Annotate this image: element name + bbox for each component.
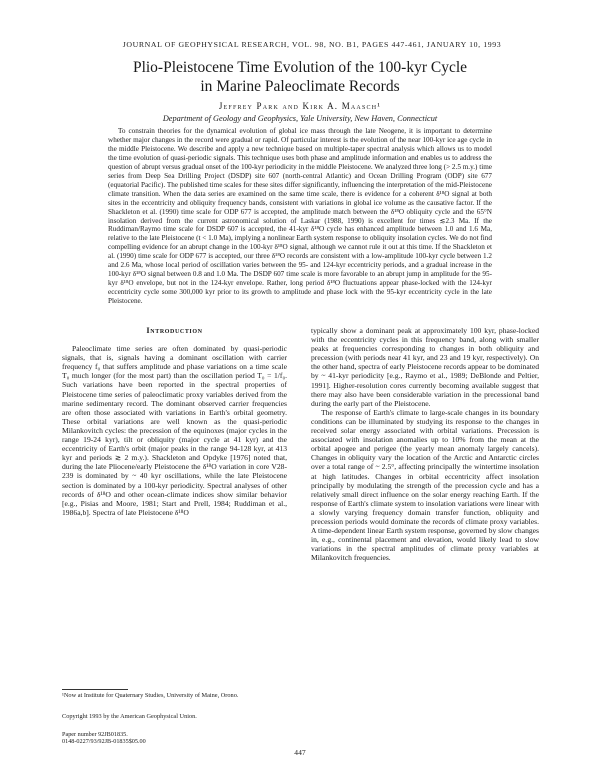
affiliation: Department of Geology and Geophysics, Yale University, New Haven, Connecticut bbox=[162, 114, 438, 123]
title-line-1: Plio-Pleistocene Time Evolution of the 100-kyr Cycle bbox=[132, 59, 468, 76]
issn-code: 0148-0227/93/92JB-01835$05.00 bbox=[62, 738, 146, 746]
left-column bbox=[62, 326, 287, 517]
copyright-notice: Copyright 1993 by the American Geophysical Union. bbox=[62, 713, 197, 720]
page-number: 447 bbox=[294, 748, 306, 757]
right-paragraph-2: The response of Earth's climate to large-scale changes in its boundary conditions can be illuminated by studying its response to the changes in received solar energy associated with orbital variations. Precession is associated with insolation anomalies up to 10% from the mean at the orbital apogee and perigee (the yearly mean anomaly largely cancels). Changes in obliquity vary the location of the Arctic and Antarctic circles over a total range of ~ 2.5°, affecting principally the wintertime insolation at high latitudes. Changes in orbital eccentricity affect insolation principally by modulating the strength of the precession cycle and has a relatively small direct influence on the solar energy reaching Earth. If the response of Earth's climate system to insolation variations were linear with a slowly varying frequency domain transfer function, obliquity and precession periods would dominate the records of climate proxy variables. A time-dependent linear Earth system response, governed by slow changes in, e.g., continental placement and elevation, would likely lead to slow variations in the spectral amplitudes of climate proxy variables at Milankovitch frequencies. bbox=[311, 407, 539, 563]
footnote: ¹Now at Institute for Quaternary Studies, University of Maine, Orono. bbox=[62, 692, 239, 699]
footnote-rule bbox=[62, 689, 128, 690]
title-line-2: in Marine Paleoclimate Records bbox=[200, 78, 400, 95]
right-column bbox=[311, 326, 539, 562]
authors: Jeffrey Park and Kirk A. Maasch¹ bbox=[218, 101, 382, 111]
article-title bbox=[80, 58, 520, 96]
left-paragraph-1: Paleoclimate time series are often dominated by quasi-periodic signals, that is, signals having a dominant oscillation with carrier frequency f₀ that suffers amplitude and phase variations on a time scale T₀ much longer (for the most part) than the oscillation period T₀ = 1/f₀. Such variations have been reported in the spectral properties of Pleistocene time series of paleoclimatic proxy variables derived from the marine sedimentary record. The dominant observed carrier frequencies are often those associated with variations in Earth's orbital geometry. These orbital variations are well known as the quasi-periodic Milankovitch cycles: the precession of the equinoxes (major cycles in the range 19-24 kyr), tilt or obliquity (major cycle at 41 kyr) and the eccentricity of Earth's orbit (major peaks in the range 94-128 kyr, at 413 kyr and periods ≳ 2 m.y.). Shackleton and Opdyke [1976] noted that, during the late Pliocene/early Pleistocene the δ¹⁸O variation in core V28-239 is dominated by ~ 40 kyr oscillations, while the late Pleistocene section is dominated by a 100-kyr periodicity. Spectral analyses of other records of δ¹⁸O and other ocean-climate indices show similar behavior [e.g., Pisias and Moore, 1981; Start and Prell, 1984; Ruddiman et al., 1986a,b]. Spectra of late Pleistocene δ¹⁸O bbox=[62, 344, 287, 517]
running-head: JOURNAL OF GEOPHYSICAL RESEARCH, VOL. 98, NO. B1, PAGES 447-461, JANUARY 10, 1993 bbox=[122, 40, 502, 49]
paper-identifiers bbox=[62, 731, 287, 745]
abstract: To constrain theories for the dynamical evolution of global ice mass through the late Neogene, it is important to determine whether major changes in the record were gradual or rapid. Of particular interest is the evolution of the near 100-kyr ice age cycle in the middle Pleistocene. We describe and apply a new technique based on multiple-taper spectral analysis which allows us to model the time evolution of quasi-periodic signals. This technique uses both phase and amplitude information and enables us to address the question of abrupt versus gradual onset of the 100-kyr periodicity in the middle Pleistocene. We analyzed three long (> 2.5 m.y.) time series from Deep Sea Drilling Project (DSDP) site 607 (north-central Atlantic) and Ocean Drilling Program (ODP) site 677 (equatorial Pacific). The published time scales for these sites differ significantly, influencing the interpretation of the mid-Pleistocene climate transition. When the data series are examined on the same time scale, there is evidence for a coherent δ¹⁸O signal at both sites in the eccentricity and obliquity frequency bands, consistent with variations in global ice volume as the causative factor. If the Shackleton et al. (1990) time scale for ODP 677 is accepted, the amplitude match between the δ¹⁸O obliquity cycle and the 65°N insolation derived from the current astronomical solution of Laskar (1988, 1990) is excellent for times ≲2.3 Ma. If the Ruddiman/Raymo time scale for DSDP 607 is accepted, the 41-kyr δ¹⁸O cycle has enhanced amplitude between 1.0 and 1.6 Ma, relative to the late Pleistocene (t < 1.0 Ma), implying a nonlinear Earth system response to obliquity insolation cycles. We do not find compelling evidence for an abrupt change in the 100-kyr δ¹⁸O signal, although we cannot rule it out at this time. If the Shackleton et al. (1990) time scale for ODP 677 is accepted, our three δ¹⁸O records are consistent with a low-amplitude 100-kyr cycle between 1.2 and 2.6 Ma, whose local period of oscillation varies between the 95- and 124-kyr eccentricity periods, and a gradual increase in the 100-kyr δ¹⁸O signal between 0.8 and 1.0 Ma. The DSDP 607 time scale is more favorable to an abrupt jump in amplitude for the 95-kyr δ¹⁸O envelope, but not in the 124-kyr envelope. Rather, long period δ¹⁸O fluctuations appear phase-locked with the 124-kyr eccentricity cycle some 300,000 kyr prior to its growth to amplitude and phase lock with the 95-kyr eccentricity cycle in the late Pleistocene. bbox=[108, 127, 492, 306]
section-heading-introduction: Introduction bbox=[146, 326, 203, 335]
right-paragraph-1: typically show a dominant peak at approximately 100 kyr, phase-locked with the eccentricity cycles in this frequency band, along with smaller peaks at frequencies corresponding to changes in both obliquity and precession (with periods near 41 kyr, and 23 and 19 kyr, respectively). On the other hand, spectra of early Pleistocene records appear to be dominated by ~ 41-kyr periodicity [e.g., Raymo et al., 1989; DeBlonde and Peltier, 1991]. Higher-resolution cores currently becoming available suggest that there may also have been considerable variation in the precessional band during the early part of the Pleistocene. bbox=[311, 326, 539, 408]
paper-number: Paper number 92JB01835. bbox=[62, 731, 128, 738]
